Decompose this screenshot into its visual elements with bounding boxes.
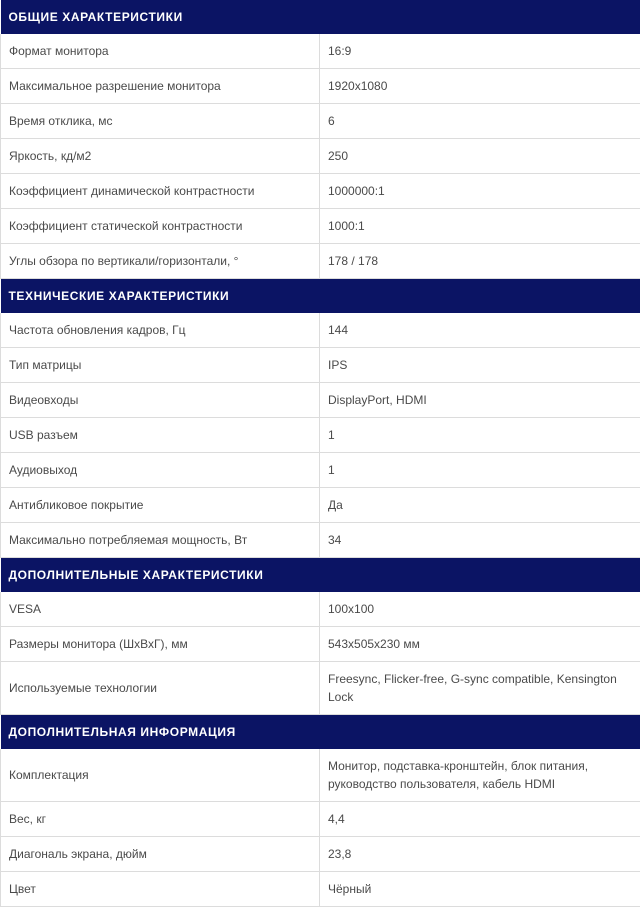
spec-row <box>1 592 640 627</box>
spec-value: 34 <box>320 523 640 558</box>
spec-row <box>1 34 640 69</box>
section-header-info <box>1 715 640 750</box>
spec-label: Размеры монитора (ШхВхГ), мм <box>1 627 320 662</box>
spec-value: 178 / 178 <box>320 244 640 279</box>
spec-value: 1000000:1 <box>320 174 640 209</box>
spec-label: Яркость, кд/м2 <box>1 139 320 174</box>
section-title: ТЕХНИЧЕСКИЕ ХАРАКТЕРИСТИКИ <box>1 279 640 314</box>
spec-label: Используемые технологии <box>1 662 320 715</box>
spec-row <box>1 627 640 662</box>
section-title: ОБЩИЕ ХАРАКТЕРИСТИКИ <box>1 0 640 34</box>
spec-row <box>1 69 640 104</box>
spec-row <box>1 749 640 802</box>
spec-label: Видеовходы <box>1 383 320 418</box>
spec-value: Монитор, подставка-кронштейн, блок питания, руководство пользователя, кабель HDMI <box>320 749 640 802</box>
spec-label: USB разъем <box>1 418 320 453</box>
spec-row <box>1 418 640 453</box>
spec-row <box>1 837 640 872</box>
spec-value: 6 <box>320 104 640 139</box>
spec-label: Антибликовое покрытие <box>1 488 320 523</box>
spec-label: Максимально потребляемая мощность, Вт <box>1 523 320 558</box>
spec-label: Вес, кг <box>1 802 320 837</box>
spec-value: 1 <box>320 453 640 488</box>
section-header-general <box>1 0 640 34</box>
spec-row <box>1 662 640 715</box>
spec-value: Freesync, Flicker-free, G-sync compatible, Kensington Lock <box>320 662 640 715</box>
spec-row <box>1 802 640 837</box>
spec-label: Диагональ экрана, дюйм <box>1 837 320 872</box>
spec-row <box>1 104 640 139</box>
spec-row <box>1 209 640 244</box>
spec-label: Частота обновления кадров, Гц <box>1 313 320 348</box>
spec-label: Аудиовыход <box>1 453 320 488</box>
spec-label: Формат монитора <box>1 34 320 69</box>
spec-label: Коэффициент статической контрастности <box>1 209 320 244</box>
spec-value: 4,4 <box>320 802 640 837</box>
spec-value: 1920x1080 <box>320 69 640 104</box>
spec-row <box>1 453 640 488</box>
spec-value: 23,8 <box>320 837 640 872</box>
spec-row <box>1 523 640 558</box>
spec-row <box>1 174 640 209</box>
spec-label: Углы обзора по вертикали/горизонтали, ° <box>1 244 320 279</box>
spec-value: 250 <box>320 139 640 174</box>
section-header-additional <box>1 558 640 593</box>
spec-row <box>1 139 640 174</box>
section-title: ДОПОЛНИТЕЛЬНАЯ ИНФОРМАЦИЯ <box>1 715 640 750</box>
spec-value: 1000:1 <box>320 209 640 244</box>
spec-value: 144 <box>320 313 640 348</box>
spec-value: IPS <box>320 348 640 383</box>
section-header-technical <box>1 279 640 314</box>
spec-value: 1 <box>320 418 640 453</box>
spec-row <box>1 348 640 383</box>
spec-row <box>1 313 640 348</box>
spec-label: Комплектация <box>1 749 320 802</box>
spec-value: DisplayPort, HDMI <box>320 383 640 418</box>
spec-row <box>1 244 640 279</box>
spec-row <box>1 488 640 523</box>
spec-value: 16:9 <box>320 34 640 69</box>
spec-row <box>1 872 640 907</box>
spec-label: Время отклика, мс <box>1 104 320 139</box>
spec-label: Тип матрицы <box>1 348 320 383</box>
spec-row <box>1 383 640 418</box>
spec-label: Максимальное разрешение монитора <box>1 69 320 104</box>
spec-value: 543x505x230 мм <box>320 627 640 662</box>
spec-label: VESA <box>1 592 320 627</box>
spec-label: Коэффициент динамической контрастности <box>1 174 320 209</box>
spec-value: Чёрный <box>320 872 640 907</box>
spec-label: Цвет <box>1 872 320 907</box>
spec-value: 100x100 <box>320 592 640 627</box>
spec-value: Да <box>320 488 640 523</box>
section-title: ДОПОЛНИТЕЛЬНЫЕ ХАРАКТЕРИСТИКИ <box>1 558 640 593</box>
